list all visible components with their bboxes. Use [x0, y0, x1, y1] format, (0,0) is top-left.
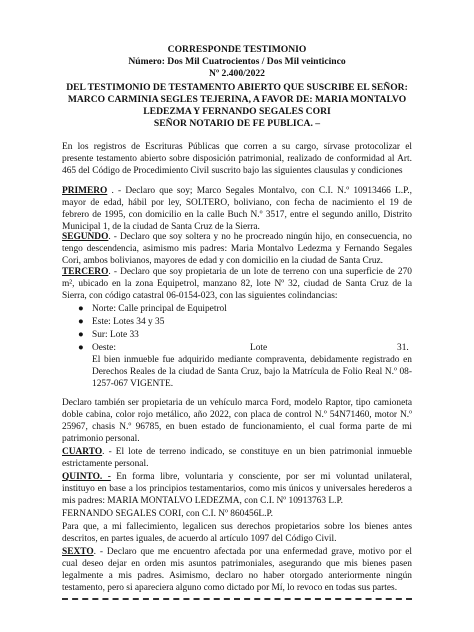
primero-label: PRIMERO: [62, 186, 108, 196]
inmueble-line: 1257-067 VIGENTE.: [92, 379, 174, 389]
segundo-line: tengo descendencia, asimismo mis padres: Maria Montalvo Ledezma y Fernando Segales: [62, 244, 412, 254]
sexto-line: legalmente a mis padres. Asimismo, declaro no haber otorgado anteriormente ningún: [62, 571, 412, 581]
sexto-line: SEXTO. - Declaro que me encuentro afectada por una enfermedad grave, motivo por el: [62, 547, 412, 557]
vehiculo-line: Declaro también ser propietaria de un vehículo marca Ford, modelo Raptor, tipo camioneta: [62, 398, 412, 408]
primero-line: Municipal 1, de la ciudad de Santa Cruz de la Sierra.: [62, 222, 260, 232]
segundo-line: Cori, ambos bolivianos, mayores de edad y con domicilio en la ciudad de Santa Cruz.: [62, 256, 384, 266]
doc-numero: Número: Dos Mil Cuatrocientos / Dos Mil veinticinco: [128, 56, 346, 67]
doc-intro-line-4: SEÑOR NOTARIO DE FE PUBLICA. –: [153, 118, 321, 129]
vehiculo-line: 25967, chasis N.º 96785, en buen estado de funcionamiento, el cual forma parte de mi: [62, 422, 412, 432]
colindancia-item: Este: Lotes 34 y 35: [92, 317, 165, 327]
sexto-label: SEXTO: [62, 547, 94, 557]
doc-intro-line-3: LEDEZMA Y FERNANDO SEGALES CORI: [143, 106, 331, 117]
cuarto-line: CUARTO. - El lote de terreno indicado, se constituye en un bien patrimonial inmueble: [62, 447, 412, 457]
colindancia-oeste-lote: Lote: [250, 343, 268, 353]
inmueble-line: El bien inmueble fue adquirido mediante compraventa, debidamente registrado en: [92, 355, 412, 365]
cuarto-label: CUARTO: [62, 447, 103, 457]
tercero-line: m², ubicado en la zona Equipetrol, manzano 82, lote Nº 32, ciudad de Santa Cruz de la: [62, 279, 412, 289]
cuarto-line: estrictamente personal.: [62, 459, 149, 469]
segundo-line: SEGUNDO. - Declaro que soy soltera y no he procreado ningún hijo, en consecuencia, no: [62, 232, 412, 242]
quinto-line: Para que, a mi fallecimiento, legalicen sus derechos propietarios sobre los bienes antes: [62, 522, 412, 532]
tercero-label: TERCERO: [62, 267, 109, 277]
bullet-icon: ●: [78, 343, 84, 353]
vehiculo-line: doble cabina, color rojo metálico, año 2022, con placa de control N.º 54N71460, motor N.º: [62, 410, 412, 420]
quinto-label: QUINTO. -: [62, 472, 111, 482]
bullet-icon: ●: [78, 317, 84, 327]
quinto-line: mis padres: MARIA MONTALVO LEDEZMA, con C.I. Nº 10913763 L.P.: [62, 496, 343, 506]
doc-title: CORRESPONDE TESTIMONIO: [167, 44, 307, 55]
quinto-line: QUINTO. - En forma libre, voluntaria y consciente, por ser mi voluntad unilateral,: [62, 472, 412, 482]
inmueble-line: Derechos Reales de la ciudad de Santa Cruz, bajo la Matrícula de Folio Real N.º 08-: [92, 367, 412, 377]
colindancia-oeste-label: Oeste:: [92, 343, 116, 353]
colindancia-item: Sur: Lote 33: [92, 330, 139, 340]
primero-line: PRIMERO . - Declaro que soy; Marco Segales Montalvo, con C.I. N.º 10913466 L.P.,: [62, 186, 412, 196]
vehiculo-line: patrimonio personal.: [62, 434, 140, 444]
preamble-line: En los registros de Escrituras Públicas que corren a su cargo, sírvase protocolizar el: [62, 142, 412, 152]
quinto-line: descritos, en partes iguales, de acuerdo al artículo 1097 del Código Civil.: [62, 534, 337, 544]
primero-line: mayor de edad, hábil por ley, SOLTERO, boliviano, con fecha de nacimiento el 19 de: [62, 198, 412, 208]
tercero-line: TERCERO. - Declaro que soy propietaria de un lote de terreno con una superficie de 270: [62, 267, 412, 277]
colindancia-oeste-num: 31.: [397, 343, 409, 353]
quinto-line: instituyo en base a los principios testamentarios, como mis únicos y universales herederos a: [62, 484, 412, 494]
segundo-label: SEGUNDO: [62, 232, 109, 242]
primero-line: febrero de 1995, con domicilio en la calle Buch N.º 3517, entre el segundo anillo, Distrito: [62, 210, 412, 220]
colindancia-item: Norte: Calle principal de Equipetrol: [92, 304, 227, 314]
bullet-icon: ●: [78, 330, 84, 340]
sexto-line: testamento, pero si apareciera alguno como dictado por Mí, lo revoco en todas sus partes.: [62, 583, 398, 593]
doc-intro-line-2: MARCO CARMINIA SEGLES TEJERINA, A FAVOR DE: MARIA MONTALVO: [67, 94, 407, 105]
bullet-icon: ●: [78, 304, 84, 314]
doc-intro-line-1: DEL TESTIMONIO DE TESTAMENTO ABIERTO QUE SUSCRIBE EL SEÑOR:: [66, 82, 408, 93]
tercero-line: Sierra, con código catastral 06-0154-023, con las siguientes colindancias:: [62, 291, 338, 301]
doc-nro: Nº 2.400/2022: [209, 68, 265, 79]
preamble-line: 465 del Código de Procedimiento Civil suscrito bajo las siguientes clausulas y condiciones: [62, 166, 403, 176]
sexto-line: cual deseo dejar en orden mis asuntos patrimoniales, asegurando que mis bienes pasen: [62, 559, 412, 569]
quinto-line: FERNANDO SEGALES CORI, con C.I. Nº 860456L.P.: [62, 509, 273, 519]
separator-line: [62, 598, 412, 600]
preamble-line: presente testamento abierto sobre disposición patrimonial, realizado de conformidad al Art.: [62, 154, 412, 164]
